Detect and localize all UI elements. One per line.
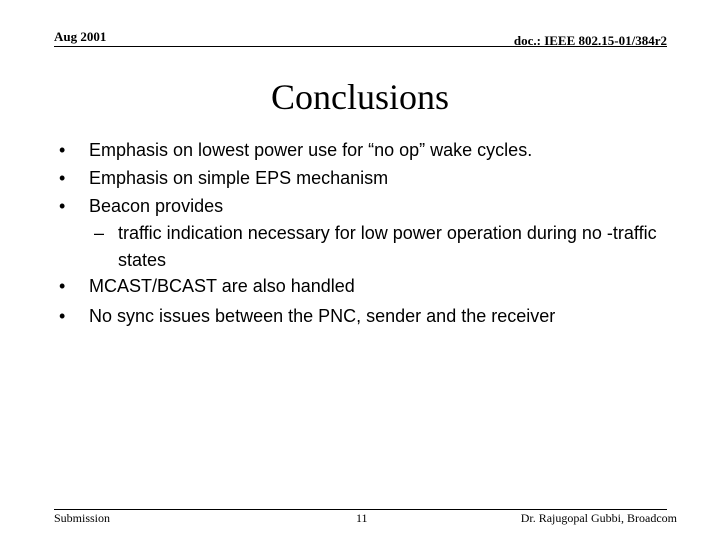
header-doc-id: doc.: IEEE 802.15-01/384r2 — [513, 33, 667, 48]
bullet-dot-icon: • — [59, 196, 66, 216]
bullet-text: No sync issues between the PNC, sender and the receiver — [89, 306, 556, 326]
footer-divider — [54, 509, 667, 510]
bullet-dot-icon: • — [59, 140, 66, 160]
bullet-text: MCAST/BCAST are also handled — [89, 276, 355, 296]
sub-bullet-dash-icon: – — [94, 223, 105, 243]
bullet-dot-icon: • — [59, 306, 66, 326]
footer-submission: Submission — [54, 511, 111, 525]
sub-bullet-text: traffic indication necessary for low power operation during no -traffic states — [118, 223, 657, 270]
header-date: Aug 2001 — [54, 29, 107, 44]
bullet-text: Emphasis on lowest power use for “no op” wake cycles. — [89, 140, 533, 160]
bullet-dot-icon: • — [59, 168, 66, 188]
bullet-dot-icon: • — [59, 276, 66, 296]
footer-author: Dr. Rajugopal Gubbi, Broadcom — [520, 511, 677, 525]
bullet-text: Emphasis on simple EPS mechanism — [89, 168, 389, 188]
bullet-text: Beacon provides — [89, 196, 224, 216]
slide-title: Conclusions — [270, 77, 449, 117]
footer-page-number: 11 — [356, 511, 368, 525]
